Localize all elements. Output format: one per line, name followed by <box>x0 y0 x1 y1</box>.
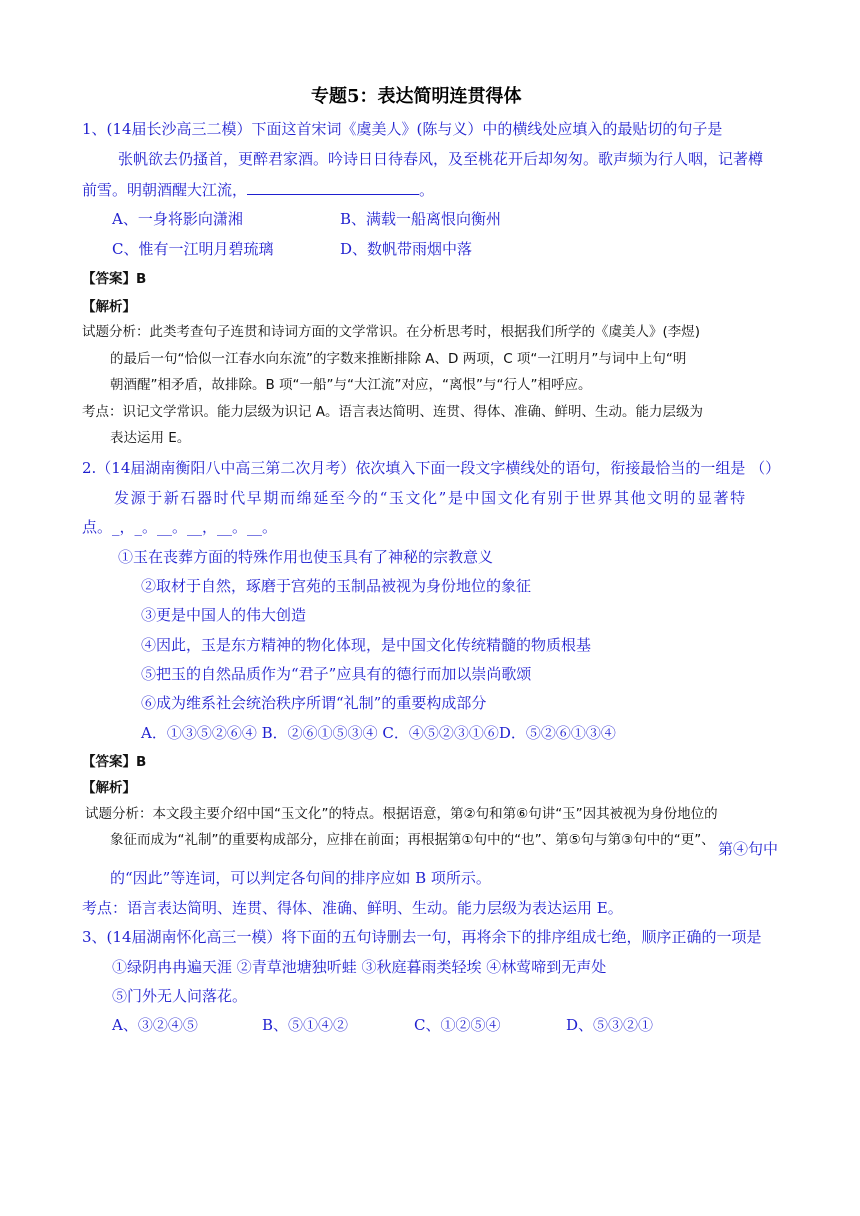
q2-item-2: ②取材于自然，琢磨于宫苑的玉制品被视为身份地位的象征 <box>141 577 532 595</box>
q2-paragraph-line2: 点。_，_。__。__，__。__。 <box>82 518 278 536</box>
q1-analysis-label: 【解析】 <box>82 299 136 315</box>
q1-analysis-line2: 的最后一句“恰似一江春水向东流”的字数来推断排除 A、D 两项，C 项“一江明月”与词中上句“明 <box>110 351 687 367</box>
q2-item-4: ④因此，玉是东方精神的物化体现，是中国文化传统精髓的物质根基 <box>141 636 592 654</box>
q1-option-d: D、数帆带雨烟中落 <box>340 240 473 258</box>
q2-item-6: ⑥成为维系社会统治秩序所谓“礼制”的重要构成部分 <box>141 694 487 712</box>
q1-poem-text: 前雪。明朝酒醒大江流， <box>82 181 248 199</box>
q1-poem-line2 <box>82 180 434 200</box>
q1-option-a: A、一身将影向潇湘 <box>112 210 243 228</box>
q3-option-c: C、①②⑤④ <box>414 1016 501 1034</box>
q2-stem: 2.（14届湖南衡阳八中高三第二次月考）依次填入下面一段文字横线处的语句，衔接最恰当的一组是 （） <box>82 459 781 477</box>
q2-item-1: ①玉在丧葬方面的特殊作用也使玉具有了神秘的宗教意义 <box>118 548 494 566</box>
q2-analysis-line2-tail: 第④句中 <box>718 840 779 858</box>
q2-point: 考点：语言表达简明、连贯、得体、准确、鲜明、生动。能力层级为表达运用 E。 <box>82 899 623 917</box>
q1-point-line2: 表达运用 E。 <box>110 430 191 446</box>
q1-option-b: B、满载一船离恨向衡州 <box>340 210 502 228</box>
q2-analysis-line2: 象征而成为“礼制”的重要构成部分，应排在前面；再根据第①句中的“也”、第⑤句与第③句中的“更”、 <box>110 832 715 848</box>
q2-paragraph-line1: 发源于新石器时代早期而绵延至今的“玉文化”是中国文化有别于世界其他文明的显著特 <box>114 489 747 507</box>
q1-point-line1: 考点：识记文学常识。能力层级为识记 A。语言表达简明、连贯、得体、准确、鲜明、生动。能力层级为 <box>82 404 704 420</box>
q3-stem: 3、(14届湖南怀化高三一模）将下面的五句诗删去一句，再将余下的排序组成七绝，顺序正确的一项是 <box>82 928 762 946</box>
q2-analysis-line3: 的“因此”等连词，可以判定各句间的排序应如 B 项所示。 <box>110 869 491 887</box>
q2-analysis-line1: 试题分析：本文段主要介绍中国“玉文化”的特点。根据语意，第②句和第⑥句讲“玉”因其被视为身份地位的 <box>85 806 718 822</box>
q1-answer: 【答案】B <box>82 271 147 287</box>
q3-option-a: A、③②④⑤ <box>112 1016 198 1034</box>
page-title: 专题5：表达简明连贯得体 <box>311 86 522 107</box>
q1-poem-line1: 张帆欲去仍搔首，更醉君家酒。吟诗日日待春风，及至桃花开后却匆匆。歌声频为行人咽，记著樽 <box>118 150 764 168</box>
q1-option-c: C、惟有一江明月碧琉璃 <box>112 240 274 258</box>
q3-option-d: D、⑤③②① <box>566 1016 654 1034</box>
q2-analysis-label: 【解析】 <box>82 780 136 796</box>
q3-lines-2: ⑤门外无人问落花。 <box>112 987 248 1005</box>
q3-lines-1: ①绿阴冉冉遍天涯 ②青草池塘独听蛙 ③秋庭暮雨类轻埃 ④林莺啼到无声处 <box>112 958 607 976</box>
q1-blank <box>247 180 419 195</box>
q2-options: A．①③⑤②⑥④ B．②⑥①⑤③④ C．④⑤②③①⑥D．⑤②⑥①③④ <box>141 724 616 742</box>
q2-answer: 【答案】B <box>82 754 147 770</box>
q1-stem: 1、(14届长沙高三二模）下面这首宋词《虞美人》(陈与义）中的横线处应填入的最贴切的句子是 <box>82 120 723 138</box>
q2-item-3: ③更是中国人的伟大创造 <box>141 606 307 624</box>
q1-analysis-line3: 朝酒醒”相矛盾，故排除。B 项“一船”与“大江流”对应，“离恨”与“行人”相呼应。 <box>110 377 592 393</box>
q1-poem-end: 。 <box>419 181 435 199</box>
q1-analysis-line1: 试题分析：此类考查句子连贯和诗词方面的文学常识。在分析思考时，根据我们所学的《虞美人》(李煜) <box>82 324 701 340</box>
q2-item-5: ⑤把玉的自然品质作为“君子”应具有的德行而加以崇尚歌颂 <box>141 665 532 683</box>
q3-option-b: B、⑤①④② <box>262 1016 349 1034</box>
